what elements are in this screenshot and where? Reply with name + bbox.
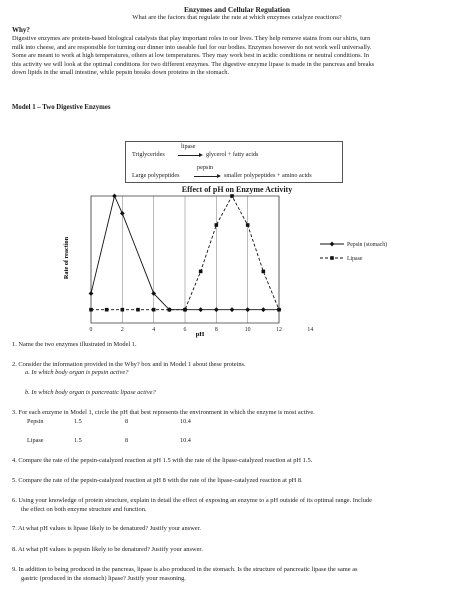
x-tick-label: 12 xyxy=(276,327,282,333)
question-5: 5. Compare the rate of the pepsin-catalyzed reaction at pH 8 with the rate of the lipase-catalyzed reaction at pH 8. xyxy=(12,477,303,484)
lipase-point xyxy=(199,270,203,274)
pepsin-point xyxy=(214,307,219,312)
question-2a: a. In which body organ is pepsin active? xyxy=(25,369,129,376)
question-8: 8. At what pH values is pepsin likely to be denatured? Justify your answer. xyxy=(12,546,203,553)
question-7: 7. At what pH values is lipase likely to be denatured? Justify your answer. xyxy=(12,525,202,532)
model-heading: Model 1 – Two Digestive Enzymes xyxy=(12,104,111,111)
lipase-point xyxy=(246,223,250,227)
pepsin-point xyxy=(261,307,266,312)
question-9-line-2: gastric (produced in the stomach) lipase? Justify your reasoning. xyxy=(21,575,186,582)
why-line: Some are meant to work at high temperatures, others at low temperatures. They may work best in acidic conditions or neutral conditions. In xyxy=(12,52,370,60)
lipase-point xyxy=(152,308,156,312)
lipase-point xyxy=(168,308,172,312)
x-axis-label: pH xyxy=(195,331,205,338)
question-6-line-2: the effect on both enzyme structure and function. xyxy=(21,506,147,513)
lipase-point xyxy=(215,223,219,227)
page-subtitle: What are the factors that regulate the rate at which enzymes catalyze reactions? xyxy=(132,14,342,21)
lipase-point xyxy=(183,308,187,312)
pepsin-point xyxy=(112,194,117,199)
chart-grid xyxy=(91,196,279,323)
q3-pepsin-label: Pepsin xyxy=(27,418,44,425)
q3-pepsin-ph-1[interactable]: 1.5 xyxy=(74,418,82,425)
lipase-point xyxy=(89,308,93,312)
legend-label: Pepsin (stomach) xyxy=(347,242,388,248)
why-line: this activity we will look at the optimal conditions for two different enzymes. The digestive enzyme lipase is made in the pancreas and breaks xyxy=(12,60,375,68)
why-heading: Why? xyxy=(12,26,30,34)
pepsin-point xyxy=(120,211,125,216)
reaction2-products: smaller polypeptides + amino acids xyxy=(224,172,312,179)
pepsin-point xyxy=(245,307,250,312)
lipase-point xyxy=(136,308,140,312)
chart-series xyxy=(89,194,335,312)
q3-pepsin-ph-2[interactable]: 8 xyxy=(125,418,129,425)
lipase-point xyxy=(277,308,281,312)
why-line: down lipids in the small intestine, while pepsin breaks down proteins in the stomach. xyxy=(12,69,230,77)
q3-lipase-ph-2[interactable]: 8 xyxy=(125,437,129,444)
chart-legend xyxy=(320,241,387,262)
lipase-point xyxy=(230,194,234,198)
pepsin-point xyxy=(89,291,94,296)
legend-label: Lipase xyxy=(347,256,363,262)
chart-title: Effect of pH on Enzyme Activity xyxy=(181,185,293,194)
x-tick-label: 2 xyxy=(120,327,124,333)
page-title: Enzymes and Cellular Regulation xyxy=(183,5,290,14)
question-9-line-1: 9. In addition to being produced in the pancreas, lipase is also produced in the stomach. Is the structure of pancreatic lipase the same as xyxy=(12,566,358,573)
pepsin-point xyxy=(230,307,235,312)
reaction1-products: glycerol + fatty acids xyxy=(206,151,259,158)
x-tick-label: 14 xyxy=(307,327,314,333)
question-1: 1. Name the two enzymes illustrated in Model 1. xyxy=(12,341,137,348)
reaction2-reactant: Large polypeptides xyxy=(132,172,180,179)
q3-pepsin-ph-3[interactable]: 10.4 xyxy=(180,418,191,425)
q3-lipase-ph-3[interactable]: 10.4 xyxy=(180,437,191,444)
reaction2-enzyme: pepsin xyxy=(197,164,214,171)
q3-lipase-ph-1[interactable]: 1.5 xyxy=(74,437,82,444)
x-tick-label: 6 xyxy=(183,327,187,333)
why-line: Digestive enzymes are protein-based biological catalysts that play important roles in our lives. They help remove stains from our shirts, turn xyxy=(12,35,371,42)
pepsin-point xyxy=(198,307,203,312)
x-tick-label: 0 xyxy=(89,327,93,333)
question-2b: b. In which body organ is pancreatic lipase active? xyxy=(25,389,156,396)
reaction1-reactant: Triglycerides xyxy=(132,151,165,158)
question-4: 4. Compare the rate of the pepsin-catalyzed reaction at pH 1.5 with the rate of the lipase-catalyzed reaction at pH 1.5. xyxy=(12,457,313,464)
x-tick-label: 10 xyxy=(244,327,251,333)
lipase-point xyxy=(262,270,266,274)
question-3: 3. For each enzyme in Model 1, circle the pH that best represents the environment in which the enzyme is most active. xyxy=(12,409,315,416)
reaction1-enzyme: lipase xyxy=(181,143,196,150)
y-axis-label: Rate of reaction xyxy=(63,236,70,280)
question-6-line-1: 6. Using your knowledge of protein structure, explain in detail the effect of exposing an enzyme to a pH outside of its optimal range. Include xyxy=(12,497,372,504)
lipase-point xyxy=(121,308,125,312)
x-tick-label: 4 xyxy=(152,327,156,333)
why-line: milk into cheese, and are responsible for turning our dinner into useable fuel for our bodies. Enzymes however do not work well universally. xyxy=(12,43,372,51)
q3-lipase-label: Lipase xyxy=(27,437,44,444)
question-2: 2. Consider the information provided in the Why? box and in Model 1 about these proteins. xyxy=(12,361,246,368)
lipase-point xyxy=(105,308,109,312)
x-tick-label: 8 xyxy=(214,327,218,333)
